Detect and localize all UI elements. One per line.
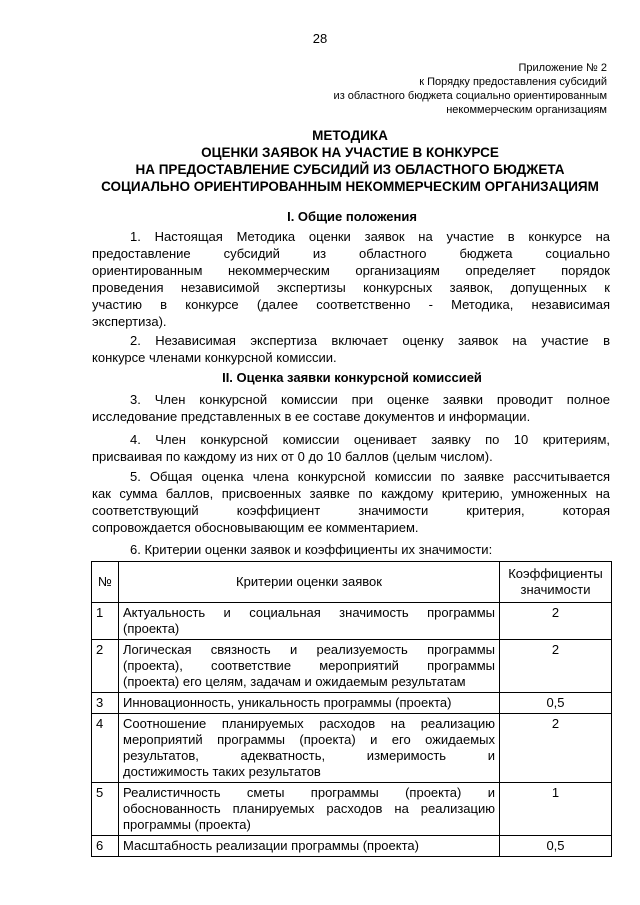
paragraph-line: 2. Независимая экспертиза включает оценку заявок на участие в [130,333,610,348]
criterion-line: (проекта) [123,621,180,636]
appendix-line: к Порядку предоставления субсидий [419,76,607,88]
criterion-line: Реалистичность сметы программы (проекта) и [123,785,495,800]
paragraph-5 [92,468,610,536]
title-line: ОЦЕНКИ ЗАЯВОК НА УЧАСТИЕ В КОНКУРСЕ [201,145,499,160]
row-coefficient: 0,5 [500,693,612,714]
row-coefficient: 1 [500,783,612,836]
paragraph-line: ориентированным некоммерческим организациям определяет порядок [92,263,610,278]
criterion-line: Актуальность и социальная значимость программы [123,605,495,620]
header-criteria: Критерии оценки заявок [119,562,500,603]
paragraph-line: сопровождается обосновывающим ее комментарием. [92,520,419,535]
paragraph-line: конкурсе членами конкурсной комиссии. [92,350,337,365]
criterion-line: (проекта) его целям, задачам и ожидаемым результатам [123,674,466,689]
criterion-line: обоснованность планируемых расходов на реализацию [123,801,495,816]
table-header-row [92,562,612,603]
appendix-line: из областного бюджета социально ориентированным [333,90,607,102]
criterion-line: результатов, адекватность, измеримость и [123,748,495,763]
row-criterion [119,836,500,857]
paragraph-4 [92,431,610,465]
header-coefficients [500,562,612,603]
paragraph-line: экспертиза). [92,314,167,329]
table-row [92,640,612,693]
appendix-line: некоммерческим организациям [446,104,607,116]
row-criterion [119,714,500,783]
paragraph-line: как сумма баллов, присвоенных заявке по каждому критерию, умноженных на [92,486,610,501]
paragraph-line: 3. Член конкурсной комиссии при оценке заявки проводит полное [130,392,610,407]
criterion-line: Логическая связность и реализуемость программы [123,642,495,657]
criterion-line: мероприятий программы (проекта) и его ожидаемых [123,732,495,747]
paragraph-line: 6. Критерии оценки заявок и коэффициенты их значимости: [130,542,493,557]
table-row [92,693,612,714]
criterion-line: Инновационность, уникальность программы (проекта) [123,695,452,710]
header-coef-line: значимости [520,582,591,597]
row-coefficient: 2 [500,640,612,693]
paragraph-1 [92,228,610,330]
section-2-heading: II. Оценка заявки конкурсной комиссией [222,370,482,385]
paragraph-line: исследование представленных в ее составе документов и информации. [92,409,531,424]
row-coefficient: 2 [500,603,612,640]
row-number: 4 [92,714,119,783]
paragraph-line: 1. Настоящая Методика оценки заявок на участие в конкурсе на [130,229,610,244]
paragraph-line: соответствующий коэффициент значимости критерия, которая [92,503,610,518]
paragraph-2 [92,332,610,366]
paragraph-3 [92,391,610,425]
row-criterion [119,693,500,714]
section-1-heading: I. Общие положения [287,209,417,224]
appendix-line: Приложение № 2 [518,62,607,74]
title-line: НА ПРЕДОСТАВЛЕНИЕ СУБСИДИЙ ИЗ ОБЛАСТНОГО БЮДЖЕТА [135,162,565,177]
row-coefficient: 0,5 [500,836,612,857]
row-coefficient: 2 [500,714,612,783]
title-line: МЕТОДИКА [312,128,388,143]
criterion-line: программы (проекта) [123,817,251,832]
document-title [60,127,640,195]
paragraph-line: присваивая по каждому из них от 0 до 10 баллов (целым числом). [92,449,493,464]
row-number: 3 [92,693,119,714]
table-row [92,714,612,783]
paragraph-6 [92,541,610,558]
paragraph-line: 4. Член конкурсной комиссии оценивает заявку по 10 критериям, [130,432,610,447]
header-number: № [92,562,119,603]
row-criterion [119,603,500,640]
page-number: 28 [312,31,328,46]
row-criterion [119,640,500,693]
title-line: СОЦИАЛЬНО ОРИЕНТИРОВАННЫМ НЕКОММЕРЧЕСКИМ ОРГАНИЗАЦИЯМ [101,179,599,194]
header-coef-line: Коэффициенты [508,566,603,581]
paragraph-line: проведения независимой экспертизы конкурсных заявок, допущенных к [92,280,610,295]
paragraph-line: 5. Общая оценка члена конкурсной комиссии по заявке рассчитывается [130,469,610,484]
criterion-line: Масштабность реализации программы (проекта) [123,838,419,853]
row-number: 1 [92,603,119,640]
criterion-line: достижимость таких результатов [123,764,321,779]
table-row [92,783,612,836]
row-number: 5 [92,783,119,836]
appendix-note [334,61,607,117]
row-criterion [119,783,500,836]
criterion-line: Соотношение планируемых расходов на реализацию [123,716,495,731]
criterion-line: (проекта), соответствие мероприятий программы [123,658,495,673]
row-number: 6 [92,836,119,857]
criteria-table [91,561,612,857]
paragraph-line: участию в конкурсе (далее соответственно - Методика, независимая [92,297,610,312]
paragraph-line: предоставление субсидий из областного бюджета социально [92,246,610,261]
table-row [92,603,612,640]
table-row [92,836,612,857]
row-number: 2 [92,640,119,693]
